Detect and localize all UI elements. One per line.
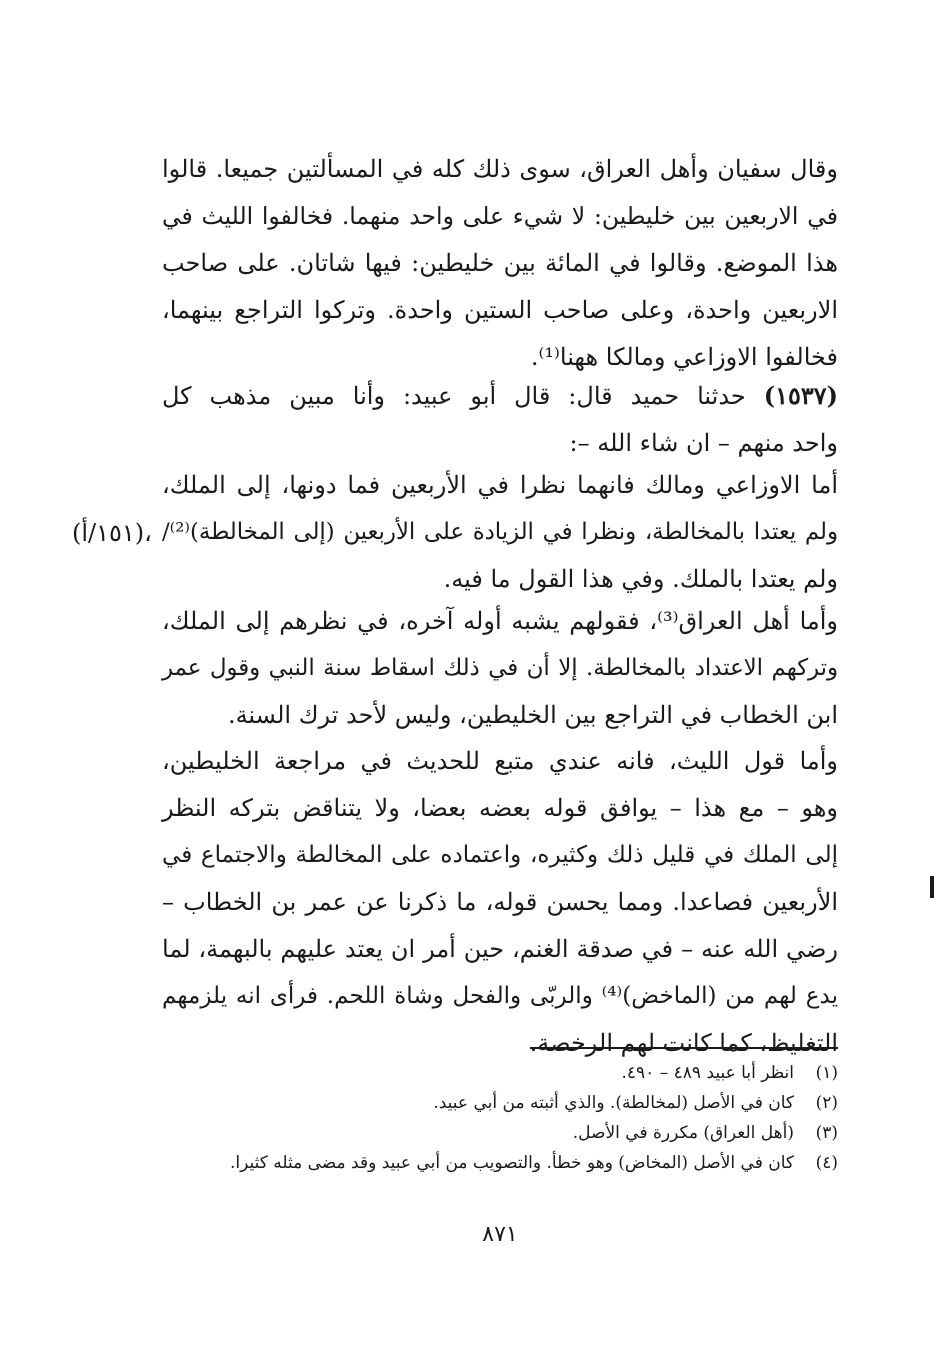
text-line: التغليظ، كما كانت لهم الرخصة. <box>529 1029 838 1057</box>
text-line <box>162 372 838 420</box>
text-line: رضي الله عنه – في صدقة الغنم، حين أمر ان يعتد عليهم بالبهمة، لما <box>162 935 838 963</box>
text-line: ولم يعتدا بالملك. وفي هذا القول ما فيه. <box>443 565 838 593</box>
footnote <box>170 1118 838 1148</box>
footnote <box>170 1088 838 1118</box>
footnote-number: (١) <box>815 1063 838 1083</box>
paragraph-4 <box>162 598 838 739</box>
margin-mark <box>930 876 934 898</box>
text-line: واحد منهم – ان شاء الله –: <box>569 429 838 457</box>
footnote-number: (٤) <box>815 1153 838 1173</box>
text-line: وتركهم الاعتداد بالمخالطة. إلا أن في ذلك اسقاط سنة النبي وقول عمر <box>162 655 838 681</box>
footnote-text: (أهل العراق) مكررة في الأصل. <box>572 1123 794 1143</box>
page-number: ٨٧١ <box>482 1222 518 1247</box>
text-line-body: حدثنا حميد قال: قال أبو عبيد: وأنا مبين مذهب كل <box>162 382 746 410</box>
paragraph-3 <box>162 462 838 603</box>
text-line: وهو – مع هذا – يوافق قوله بعضه بعضا، ولا يتناقض بتركه النظر <box>162 794 838 822</box>
footnote <box>170 1058 838 1088</box>
footnotes <box>170 1058 838 1178</box>
text-line: فخالفوا الاوزاعي ومالكا ههنا⁽¹⁾. <box>530 343 838 371</box>
text-line: هذا الموضع. وقالوا في المائة بين خليطين: فيها شاتان. على صاحب <box>162 249 838 277</box>
paragraph-2 <box>162 372 838 467</box>
text-line: يدع لهم من (الماخض)⁽⁴⁾ والربّى والفحل وشاة اللحم. فرأى انه يلزمهم <box>162 983 838 1009</box>
paragraph-5 <box>162 738 838 1067</box>
paragraph-1 <box>162 146 838 381</box>
margin-folio-reference: ،(١٥١/أ) <box>72 519 152 547</box>
hadith-number: (١٥٣٧) <box>763 381 838 410</box>
text-line: وقال سفيان وأهل العراق، سوى ذلك كله في المسألتين جميعا. قالوا <box>162 155 838 183</box>
text-line: ولم يعتدا بالمخالطة، ونظرا في الزيادة على الأربعين (إلى المخالطة)⁽²⁾/ <box>162 519 838 545</box>
text-line: وأما قول الليث، فانه عندي متبع للحديث في مراجعة الخليطين، <box>162 747 838 775</box>
footnote-divider <box>530 1047 838 1049</box>
text-line: الاربعين واحدة، وعلى صاحب الستين واحدة. وتركوا التراجع بينهما، <box>162 296 838 324</box>
text-line: إلى الملك في قليل ذلك وكثيره، واعتماده على المخالطة والاجتماع في <box>162 842 838 868</box>
footnote-number: (٣) <box>815 1123 838 1143</box>
text-line: في الاربعين بين خليطين: لا شيء على واحد منهما. فخالفوا الليث في <box>162 202 838 230</box>
text-line: الأربعين فصاعدا. ومما يحسن قوله، ما ذكرنا عن عمر بن الخطاب – <box>162 888 838 916</box>
footnote-text: كان في الأصل (لمخالطة). والذي أثبته من أبي عبيد. <box>433 1093 794 1113</box>
text-line: ابن الخطاب في التراجع بين الخليطين، وليس لأحد ترك السنة. <box>227 701 838 729</box>
text-line: أما الاوزاعي ومالك فانهما نظرا في الأربعين فما دونها، إلى الملك، <box>162 471 838 499</box>
footnote-text: كان في الأصل (المخاض) وهو خطأ. والتصويب من أبي عبيد وقد مضى مثله كثيرا. <box>229 1153 794 1173</box>
footnote <box>170 1148 838 1178</box>
footnote-number: (٢) <box>815 1093 838 1113</box>
footnote-text: انظر أبا عبيد ٤٨٩ – ٤٩٠. <box>621 1063 794 1083</box>
text-line: وأما أهل العراق⁽³⁾، فقولهم يشبه أوله آخره، في نظرهم إلى الملك، <box>162 607 838 635</box>
